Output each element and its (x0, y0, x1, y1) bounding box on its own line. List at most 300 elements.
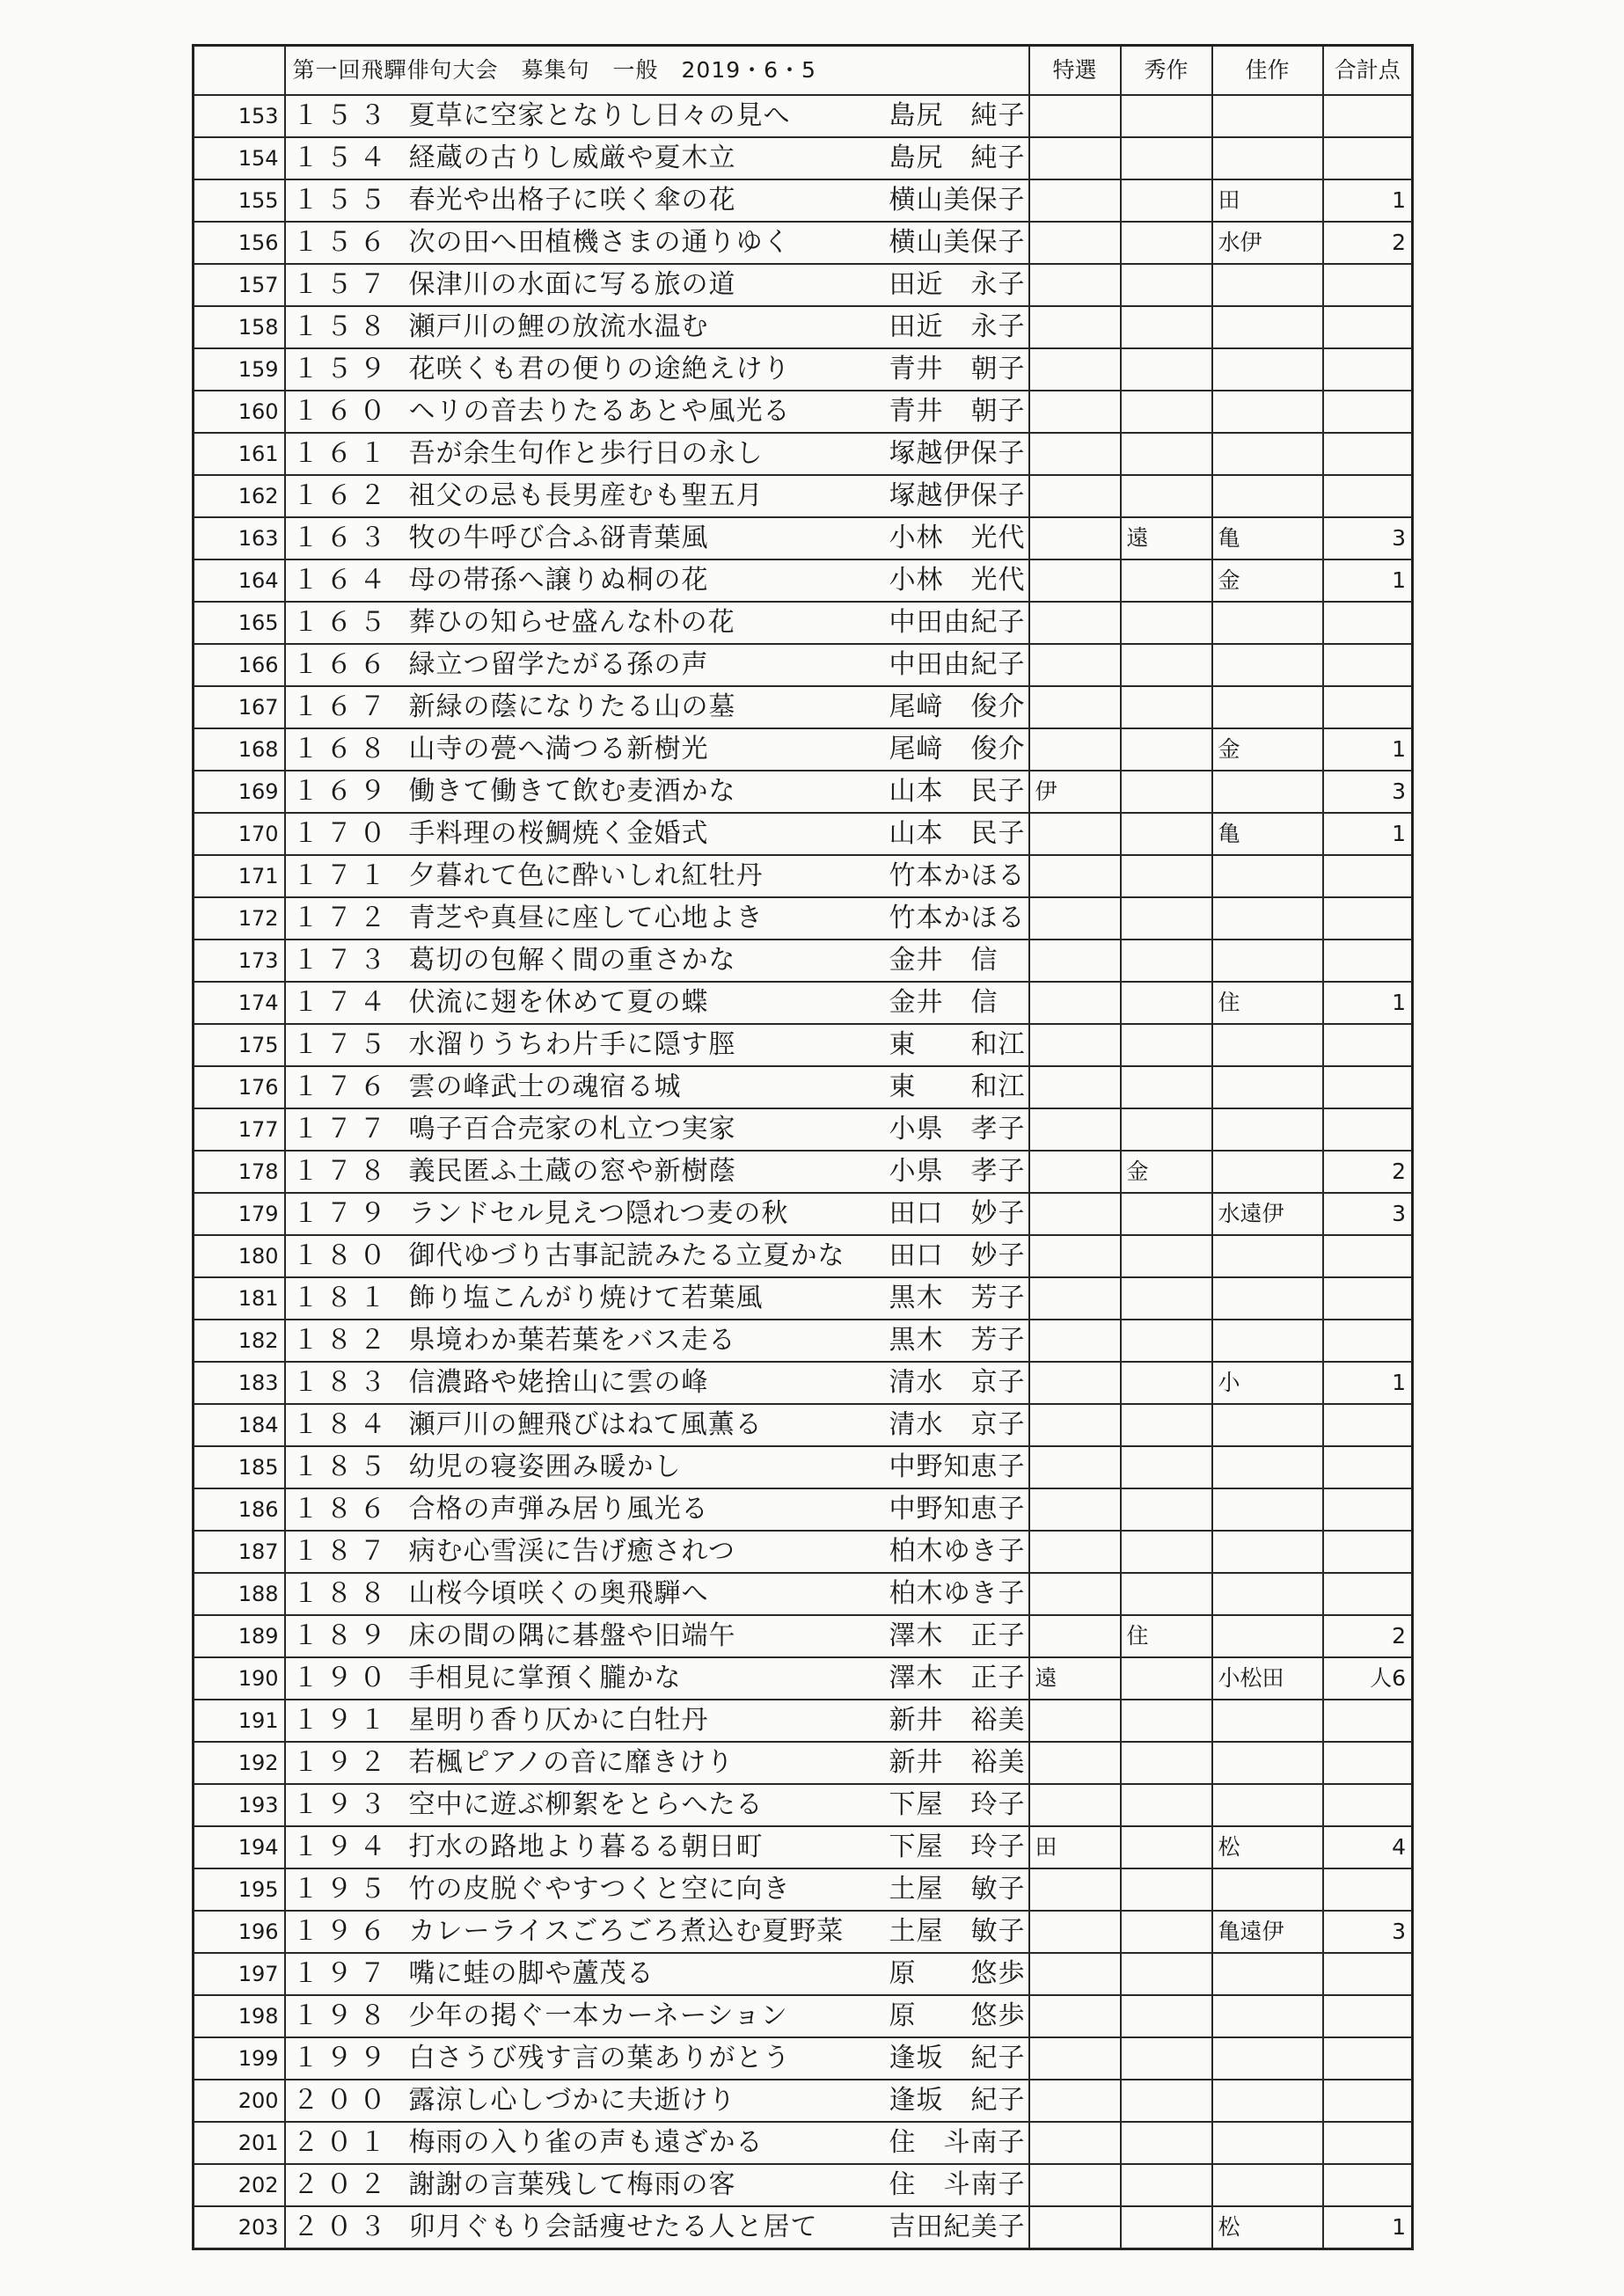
entry-number: １６７ (292, 691, 393, 722)
haiku-text: 山寺の甍へ満つる新樹光 (408, 734, 709, 764)
tokusen-cell (1029, 686, 1121, 728)
haiku-text: 瀬戸川の鯉の放流水温む (408, 311, 709, 342)
entry-cell (285, 1277, 1029, 1320)
entry-number: １７１ (292, 860, 393, 891)
total-cell (1323, 897, 1413, 940)
row-index: 199 (194, 2037, 285, 2080)
total-cell: 1 (1323, 728, 1413, 771)
haiku-text: 葬ひの知らせ盛んな朴の花 (408, 607, 735, 638)
entry-cell (285, 2206, 1029, 2249)
tokusen-cell (1029, 1362, 1121, 1404)
total-cell: 3 (1323, 517, 1413, 559)
author-name: 塚越伊保子 (889, 438, 1026, 469)
haiku-text: 嘴に蛙の脚や蘆茂る (408, 1958, 655, 1989)
total-cell (1323, 602, 1413, 644)
haiku-score-table (192, 44, 1414, 2250)
tokusen-cell (1029, 264, 1121, 306)
table-row (194, 1531, 1413, 1573)
entry-number: １５８ (292, 311, 393, 342)
kasaku-cell: 松 (1212, 1826, 1323, 1868)
row-index: 200 (194, 2080, 285, 2122)
total-cell: 1 (1323, 2206, 1413, 2249)
row-index: 172 (194, 897, 285, 940)
table-row (194, 264, 1413, 306)
kasaku-cell: 小 (1212, 1362, 1323, 1404)
entry-cell (285, 1911, 1029, 1953)
entry-cell (285, 1066, 1029, 1108)
tokusen-cell (1029, 1911, 1121, 1953)
shusaku-cell (1121, 1193, 1212, 1235)
total-cell (1323, 433, 1413, 475)
author-name: 新井 裕美 (889, 1705, 1026, 1736)
row-index: 168 (194, 728, 285, 771)
total-cell: 1 (1323, 1362, 1413, 1404)
haiku-text: 若楓ピアノの音に靡きけり (408, 1747, 735, 1778)
haiku-text: 合格の声弾み居り風光る (408, 1494, 709, 1525)
row-index: 188 (194, 1573, 285, 1615)
kasaku-cell: 水遠伊 (1212, 1193, 1323, 1235)
total-cell (1323, 95, 1413, 137)
author-name: 中野知恵子 (889, 1494, 1026, 1525)
total-cell: 3 (1323, 771, 1413, 813)
entry-number: １９０ (292, 1663, 393, 1693)
haiku-text: 飾り塩こんがり焼けて若葉風 (408, 1283, 764, 1313)
entry-cell (285, 771, 1029, 813)
table-row (194, 1826, 1413, 1868)
haiku-text: 病む心雪渓に告げ癒されつ (408, 1536, 735, 1567)
total-cell: 3 (1323, 1193, 1413, 1235)
table-row (194, 686, 1413, 728)
haiku-text: 雲の峰武士の魂宿る城 (408, 1071, 682, 1102)
tokusen-cell (1029, 2164, 1121, 2206)
shusaku-cell (1121, 1953, 1212, 1995)
entry-cell (285, 1320, 1029, 1362)
tokusen-cell (1029, 1235, 1121, 1277)
author-name: 清水 京子 (889, 1367, 1026, 1398)
row-index: 169 (194, 771, 285, 813)
entry-number: １５９ (292, 354, 393, 384)
table-row (194, 1995, 1413, 2037)
table-row (194, 179, 1413, 222)
kasaku-cell (1212, 264, 1323, 306)
table-row (194, 855, 1413, 897)
row-index: 186 (194, 1488, 285, 1531)
kasaku-cell (1212, 348, 1323, 391)
table-row (194, 391, 1413, 433)
row-index: 179 (194, 1193, 285, 1235)
shusaku-cell: 住 (1121, 1615, 1212, 1657)
entry-cell (285, 264, 1029, 306)
shusaku-cell (1121, 559, 1212, 602)
tokusen-cell (1029, 1446, 1121, 1488)
table-row (194, 1235, 1413, 1277)
entry-cell (285, 1151, 1029, 1193)
shusaku-cell (1121, 1024, 1212, 1066)
tokusen-cell (1029, 897, 1121, 940)
author-name: 土屋 敏子 (889, 1874, 1026, 1905)
entry-number: １５４ (292, 143, 393, 173)
row-index: 157 (194, 264, 285, 306)
tokusen-cell (1029, 1953, 1121, 1995)
kasaku-cell (1212, 2122, 1323, 2164)
kasaku-cell (1212, 1066, 1323, 1108)
kasaku-cell (1212, 1995, 1323, 2037)
haiku-text: 夏草に空家となりし日々の見へ (408, 100, 791, 131)
author-name: 金井 信 (889, 945, 999, 976)
entry-cell (285, 2037, 1029, 2080)
shusaku-cell (1121, 1784, 1212, 1826)
table-row (194, 2164, 1413, 2206)
haiku-text: 梅雨の入り雀の声も遠ざかる (408, 2127, 764, 2158)
row-index: 202 (194, 2164, 285, 2206)
entry-cell (285, 1446, 1029, 1488)
entry-cell (285, 1235, 1029, 1277)
author-name: 島尻 純子 (889, 143, 1026, 173)
tokusen-cell (1029, 1784, 1121, 1826)
tokusen-cell (1029, 728, 1121, 771)
shusaku-cell (1121, 1066, 1212, 1108)
entry-number: １９３ (292, 1789, 393, 1820)
row-index: 193 (194, 1784, 285, 1826)
entry-cell (285, 1657, 1029, 1700)
tokusen-cell (1029, 559, 1121, 602)
entry-cell (285, 940, 1029, 982)
author-name: 青井 朝子 (889, 396, 1026, 427)
table-row (194, 2080, 1413, 2122)
shusaku-cell (1121, 1868, 1212, 1911)
author-name: 田口 妙子 (889, 1198, 1026, 1229)
row-index: 159 (194, 348, 285, 391)
shusaku-cell (1121, 644, 1212, 686)
total-cell (1323, 1868, 1413, 1911)
total-cell (1323, 2037, 1413, 2080)
tokusen-cell (1029, 517, 1121, 559)
entry-number: １７８ (292, 1156, 393, 1187)
tokusen-cell: 伊 (1029, 771, 1121, 813)
haiku-text: 県境わか葉若葉をバス走る (408, 1325, 736, 1356)
entry-number: １８０ (292, 1240, 393, 1271)
row-index: 154 (194, 137, 285, 179)
kasaku-cell (1212, 2080, 1323, 2122)
shusaku-cell (1121, 602, 1212, 644)
tokusen-cell (1029, 813, 1121, 855)
haiku-text: 吾が余生句作と歩行日の永し (408, 438, 764, 469)
author-name: 土屋 敏子 (889, 1916, 1026, 1947)
haiku-text: 空中に遊ぶ柳絮をとらへたる (408, 1789, 764, 1820)
tokusen-cell (1029, 1024, 1121, 1066)
author-name: 尾﨑 俊介 (889, 734, 1026, 764)
kasaku-cell (1212, 1320, 1323, 1362)
tokusen-cell (1029, 1573, 1121, 1615)
total-cell (1323, 1066, 1413, 1108)
kasaku-cell (1212, 855, 1323, 897)
shusaku-cell (1121, 1404, 1212, 1446)
table-row (194, 1953, 1413, 1995)
entry-number: １５５ (292, 185, 393, 216)
entry-cell (285, 982, 1029, 1024)
entry-number: １８２ (292, 1325, 393, 1356)
tokusen-cell (1029, 2037, 1121, 2080)
entry-number: １６５ (292, 607, 393, 638)
haiku-text: 春光や出格子に咲く傘の花 (408, 185, 736, 216)
table-row (194, 1193, 1413, 1235)
tokusen-cell (1029, 1615, 1121, 1657)
table-row (194, 897, 1413, 940)
row-index: 187 (194, 1531, 285, 1573)
total-cell (1323, 1531, 1413, 1573)
table-row (194, 1784, 1413, 1826)
entry-number: １７５ (292, 1029, 393, 1060)
total-cell (1323, 1320, 1413, 1362)
author-name: 原 悠歩 (889, 1958, 1026, 1989)
entry-number: １８４ (292, 1409, 393, 1440)
entry-cell (285, 306, 1029, 348)
row-index: 185 (194, 1446, 285, 1488)
haiku-text: 働きて働きて飲む麦酒かな (408, 776, 736, 807)
total-cell (1323, 137, 1413, 179)
table-row (194, 1151, 1413, 1193)
haiku-text: 手相見に掌預く朧かな (408, 1663, 682, 1693)
kasaku-cell: 小松田 (1212, 1657, 1323, 1700)
row-index: 180 (194, 1235, 285, 1277)
haiku-text: 義民匿ふ土蔵の窓や新樹蔭 (408, 1156, 736, 1187)
row-index: 203 (194, 2206, 285, 2249)
total-cell: 2 (1323, 1151, 1413, 1193)
table-row (194, 1911, 1413, 1953)
table-row (194, 433, 1413, 475)
shusaku-cell (1121, 2164, 1212, 2206)
author-name: 尾﨑 俊介 (889, 691, 1026, 722)
haiku-text: 打水の路地より暮るる朝日町 (408, 1832, 764, 1862)
shusaku-cell (1121, 1573, 1212, 1615)
haiku-text: 牧の牛呼び合ふ谺青葉風 (408, 523, 709, 553)
entry-cell (285, 1573, 1029, 1615)
kasaku-cell (1212, 391, 1323, 433)
total-cell (1323, 644, 1413, 686)
tokusen-cell (1029, 348, 1121, 391)
entry-number: １９７ (292, 1958, 393, 1989)
shusaku-cell (1121, 2206, 1212, 2249)
haiku-text: カレーライスごろごろ煮込む夏野菜 (408, 1916, 845, 1947)
shusaku-cell (1121, 1362, 1212, 1404)
sheet-title: 第一回飛驒俳句大会 募集句 一般 2019・6・5 (285, 46, 1029, 96)
table-row (194, 1446, 1413, 1488)
kasaku-cell (1212, 602, 1323, 644)
entry-cell (285, 179, 1029, 222)
row-index: 160 (194, 391, 285, 433)
haiku-text: 信濃路や姥捨山に雲の峰 (408, 1367, 709, 1398)
entry-cell (285, 1362, 1029, 1404)
header-tokusen: 特選 (1029, 46, 1121, 96)
table-row (194, 1868, 1413, 1911)
table-body (194, 95, 1413, 2249)
header-total: 合計点 (1323, 46, 1413, 96)
entry-number: １６３ (292, 523, 393, 553)
row-index: 182 (194, 1320, 285, 1362)
entry-number: １６４ (292, 565, 393, 596)
table-row (194, 1700, 1413, 1742)
author-name: 横山美保子 (889, 185, 1026, 216)
table-row (194, 1362, 1413, 1404)
total-cell (1323, 1995, 1413, 2037)
kasaku-cell (1212, 1024, 1323, 1066)
shusaku-cell: 遠 (1121, 517, 1212, 559)
table-row (194, 1320, 1413, 1362)
haiku-text: 卯月ぐもり会話痩せたる人と居て (408, 2212, 818, 2242)
table-row (194, 728, 1413, 771)
tokusen-cell (1029, 2080, 1121, 2122)
total-cell (1323, 1235, 1413, 1277)
kasaku-cell (1212, 1953, 1323, 1995)
shusaku-cell (1121, 728, 1212, 771)
tokusen-cell (1029, 1277, 1121, 1320)
kasaku-cell (1212, 940, 1323, 982)
author-name: 金井 信 (889, 987, 999, 1018)
entry-number: １７２ (292, 903, 393, 933)
shusaku-cell (1121, 1235, 1212, 1277)
table-row (194, 517, 1413, 559)
author-name: 島尻 純子 (889, 100, 1026, 131)
kasaku-cell (1212, 1531, 1323, 1573)
shusaku-cell: 金 (1121, 1151, 1212, 1193)
tokusen-cell (1029, 137, 1121, 179)
shusaku-cell (1121, 1826, 1212, 1868)
table-row (194, 1742, 1413, 1784)
author-name: 柏木ゆき子 (889, 1536, 1026, 1567)
entry-number: １７６ (292, 1071, 393, 1102)
entry-number: １９２ (292, 1747, 393, 1778)
total-cell: 1 (1323, 179, 1413, 222)
haiku-text: 御代ゆづり古事記読みたる立夏かな (408, 1240, 845, 1271)
entry-number: １８８ (292, 1578, 393, 1609)
author-name: 逢坂 紀子 (889, 2085, 1026, 2116)
entry-cell (285, 2080, 1029, 2122)
haiku-text: 青芝や真昼に座して心地よき (408, 903, 764, 933)
shusaku-cell (1121, 475, 1212, 517)
table-row (194, 1615, 1413, 1657)
entry-number: ２００ (292, 2085, 393, 2116)
table-row (194, 95, 1413, 137)
haiku-text: 竹の皮脱ぐやすつくと空に向き (408, 1874, 791, 1905)
shusaku-cell (1121, 2122, 1212, 2164)
tokusen-cell (1029, 2206, 1121, 2249)
tokusen-cell (1029, 1742, 1121, 1784)
author-name: 黒木 芳子 (889, 1283, 1026, 1313)
row-index: 158 (194, 306, 285, 348)
total-cell (1323, 264, 1413, 306)
shusaku-cell (1121, 1108, 1212, 1151)
author-name: 田口 妙子 (889, 1240, 1026, 1271)
entry-cell (285, 1488, 1029, 1531)
entry-number: １９８ (292, 2000, 393, 2031)
haiku-text: ヘリの音去りたるあとや風光る (408, 396, 791, 427)
entry-cell (285, 559, 1029, 602)
haiku-text: 夕暮れて色に酔いしれ紅牡丹 (408, 860, 764, 891)
total-cell (1323, 940, 1413, 982)
tokusen-cell (1029, 1320, 1121, 1362)
haiku-text: 山桜今頃咲くの奥飛騨へ (408, 1578, 709, 1609)
entry-number: １８７ (292, 1536, 393, 1567)
header-kasaku: 佳作 (1212, 46, 1323, 96)
table-row (194, 2206, 1413, 2249)
kasaku-cell (1212, 1868, 1323, 1911)
haiku-text: 新緑の蔭になりたる山の墓 (408, 691, 736, 722)
author-name: 澤木 正子 (889, 1620, 1026, 1651)
kasaku-cell: 亀遠伊 (1212, 1911, 1323, 1953)
row-index: 165 (194, 602, 285, 644)
shusaku-cell (1121, 1911, 1212, 1953)
table-row (194, 1657, 1413, 1700)
table-row (194, 222, 1413, 264)
author-name: 原 悠歩 (889, 2000, 1026, 2031)
haiku-text: 花咲くも君の便りの途絶えけり (408, 354, 791, 384)
row-index: 164 (194, 559, 285, 602)
row-index: 167 (194, 686, 285, 728)
total-cell (1323, 2080, 1413, 2122)
row-index: 162 (194, 475, 285, 517)
author-name: 吉田紀美子 (889, 2212, 1026, 2242)
row-index: 181 (194, 1277, 285, 1320)
author-name: 竹本かほる (889, 860, 1026, 891)
total-cell (1323, 475, 1413, 517)
author-name: 竹本かほる (889, 903, 1026, 933)
total-cell (1323, 1784, 1413, 1826)
tokusen-cell (1029, 306, 1121, 348)
haiku-text: 水溜りうちわ片手に隠す脛 (408, 1029, 736, 1060)
kasaku-cell (1212, 1615, 1323, 1657)
haiku-text: 祖父の忌も長男産むも聖五月 (408, 480, 764, 511)
kasaku-cell (1212, 897, 1323, 940)
table-row (194, 1108, 1413, 1151)
author-name: 東 和江 (889, 1029, 1026, 1060)
row-index: 176 (194, 1066, 285, 1108)
kasaku-cell (1212, 1742, 1323, 1784)
kasaku-cell: 松 (1212, 2206, 1323, 2249)
table-row (194, 2122, 1413, 2164)
haiku-text: 床の間の隅に碁盤や旧端午 (408, 1620, 736, 1651)
entry-cell (285, 475, 1029, 517)
author-name: 下屋 玲子 (889, 1789, 1026, 1820)
haiku-text: 瀬戸川の鯉飛びはねて風薫る (408, 1409, 763, 1440)
tokusen-cell (1029, 2122, 1121, 2164)
kasaku-cell (1212, 1446, 1323, 1488)
entry-number: １８５ (292, 1451, 393, 1482)
total-cell (1323, 855, 1413, 897)
author-name: 清水 京子 (889, 1409, 1026, 1440)
author-name: 下屋 玲子 (889, 1832, 1026, 1862)
total-cell (1323, 1404, 1413, 1446)
kasaku-cell (1212, 771, 1323, 813)
tokusen-cell (1029, 602, 1121, 644)
author-name: 澤木 正子 (889, 1663, 1026, 1693)
tokusen-cell (1029, 1488, 1121, 1531)
entry-number: ２０２ (292, 2169, 393, 2200)
table-row (194, 1573, 1413, 1615)
shusaku-cell (1121, 1320, 1212, 1362)
entry-number: １５３ (292, 100, 393, 131)
author-name: 東 和江 (889, 1071, 1026, 1102)
kasaku-cell (1212, 1108, 1323, 1151)
tokusen-cell (1029, 1108, 1121, 1151)
total-cell: 人6 (1323, 1657, 1413, 1700)
kasaku-cell: 金 (1212, 728, 1323, 771)
header-rownum-cell (194, 46, 285, 96)
total-cell (1323, 2122, 1413, 2164)
entry-cell (285, 348, 1029, 391)
tokusen-cell (1029, 644, 1121, 686)
entry-cell (285, 1784, 1029, 1826)
entry-number: １６１ (292, 438, 393, 469)
